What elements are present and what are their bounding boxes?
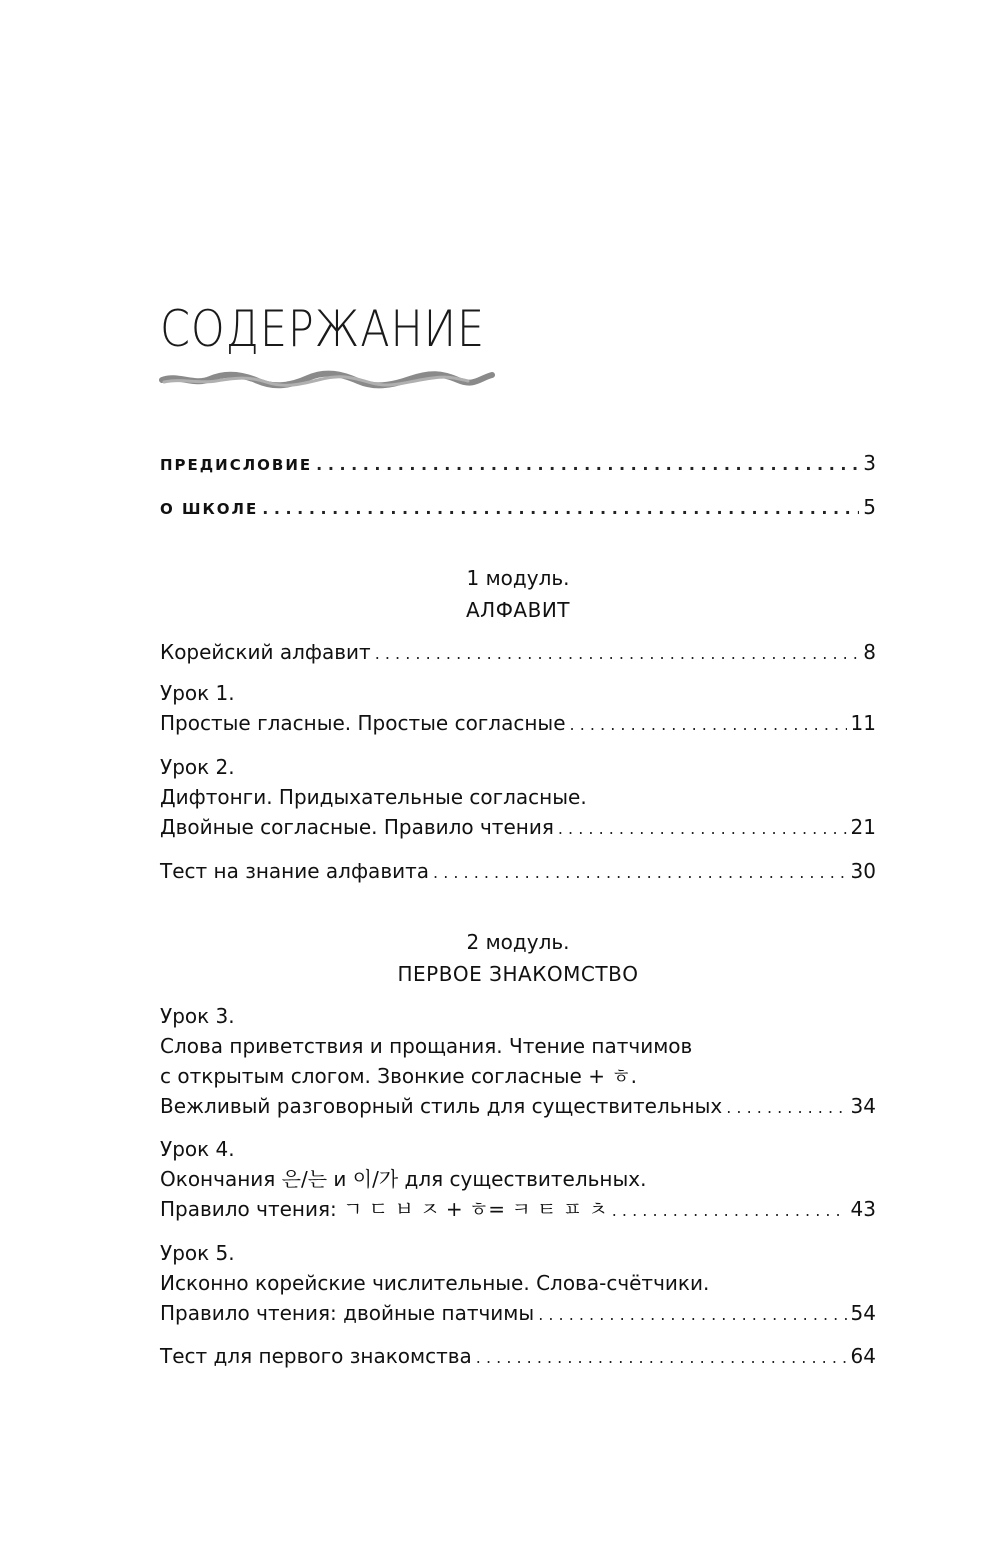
entry-line: Урок 4. (160, 1137, 235, 1161)
toc-entry[interactable] (160, 752, 876, 844)
entry-label: ПРЕДИСЛОВИЕ (160, 456, 313, 474)
entry-label: Вежливый разговорный стиль для существительных (160, 1094, 723, 1118)
module-name: АЛФАВИТ (465, 598, 571, 622)
page-number: 21 (850, 815, 876, 839)
module-1-heading (160, 562, 876, 626)
module-number: 2 модуль. (466, 930, 570, 954)
entry-label: Правило чтения: двойные патчимы (160, 1301, 535, 1325)
toc-entry-about-school[interactable] (160, 492, 876, 524)
entry-label: Корейский алфавит (160, 640, 371, 664)
toc-entry-preface[interactable] (160, 448, 876, 480)
page-number: 8 (863, 640, 876, 664)
page-number: 64 (850, 1344, 876, 1368)
page-title: СОДЕРЖАНИЕ (160, 300, 486, 358)
toc-entry[interactable] (160, 1001, 876, 1123)
toc-entry[interactable] (160, 637, 876, 669)
page-number: 3 (863, 451, 876, 475)
entry-line: с открытым слогом. Звонкие согласные + ㅎ. (160, 1064, 638, 1088)
dot-leader (612, 1196, 847, 1226)
page-number: 54 (850, 1301, 876, 1325)
entry-label: Двойные согласные. Правило чтения (160, 815, 554, 839)
brush-underline-decoration (158, 366, 498, 394)
dot-leader (262, 494, 859, 524)
toc-entry[interactable] (160, 1238, 876, 1330)
page-number: 30 (850, 859, 876, 883)
entry-label: Тест для первого знакомства (160, 1344, 472, 1368)
toc-entry[interactable] (160, 856, 876, 888)
entry-line: Дифтонги. Придыхательные согласные. (160, 785, 587, 809)
page-number: 5 (863, 495, 876, 519)
entry-line: Окончания 은/는 и 이/가 для существительных. (160, 1167, 647, 1191)
dot-leader (476, 1343, 847, 1373)
page-number: 11 (850, 711, 876, 735)
dot-leader (538, 1300, 846, 1330)
dot-leader (570, 710, 847, 740)
entry-line: Урок 2. (160, 755, 235, 779)
page-number: 34 (850, 1094, 876, 1118)
toc-entry[interactable] (160, 1341, 876, 1373)
entry-label: О ШКОЛЕ (160, 500, 259, 518)
toc-entry[interactable] (160, 1134, 876, 1226)
page-number: 43 (850, 1197, 876, 1221)
dot-leader (726, 1093, 846, 1123)
entry-label: Тест на знание алфавита (160, 859, 430, 883)
entry-label: Простые гласные. Простые согласные (160, 711, 566, 735)
module-2-heading (160, 926, 876, 990)
module-number: 1 модуль. (466, 566, 570, 590)
entry-line: Слова приветствия и прощания. Чтение патчимов (160, 1034, 693, 1058)
dot-leader (558, 814, 847, 844)
entry-line: Исконно корейские числительные. Слова-счётчики. (160, 1271, 710, 1295)
dot-leader (375, 639, 860, 669)
dot-leader (316, 450, 859, 480)
entry-line: Урок 3. (160, 1004, 235, 1028)
entry-line: Урок 1. (160, 681, 235, 705)
entry-label: Правило чтения: ㄱ ㄷ ㅂ ㅈ + ㅎ= ㅋ ㅌ ㅍ ㅊ (160, 1197, 608, 1221)
module-name: ПЕРВОЕ ЗНАКОМСТВО (397, 962, 639, 986)
dot-leader (433, 858, 847, 888)
entry-line: Урок 5. (160, 1241, 235, 1265)
toc-entry[interactable] (160, 678, 876, 740)
